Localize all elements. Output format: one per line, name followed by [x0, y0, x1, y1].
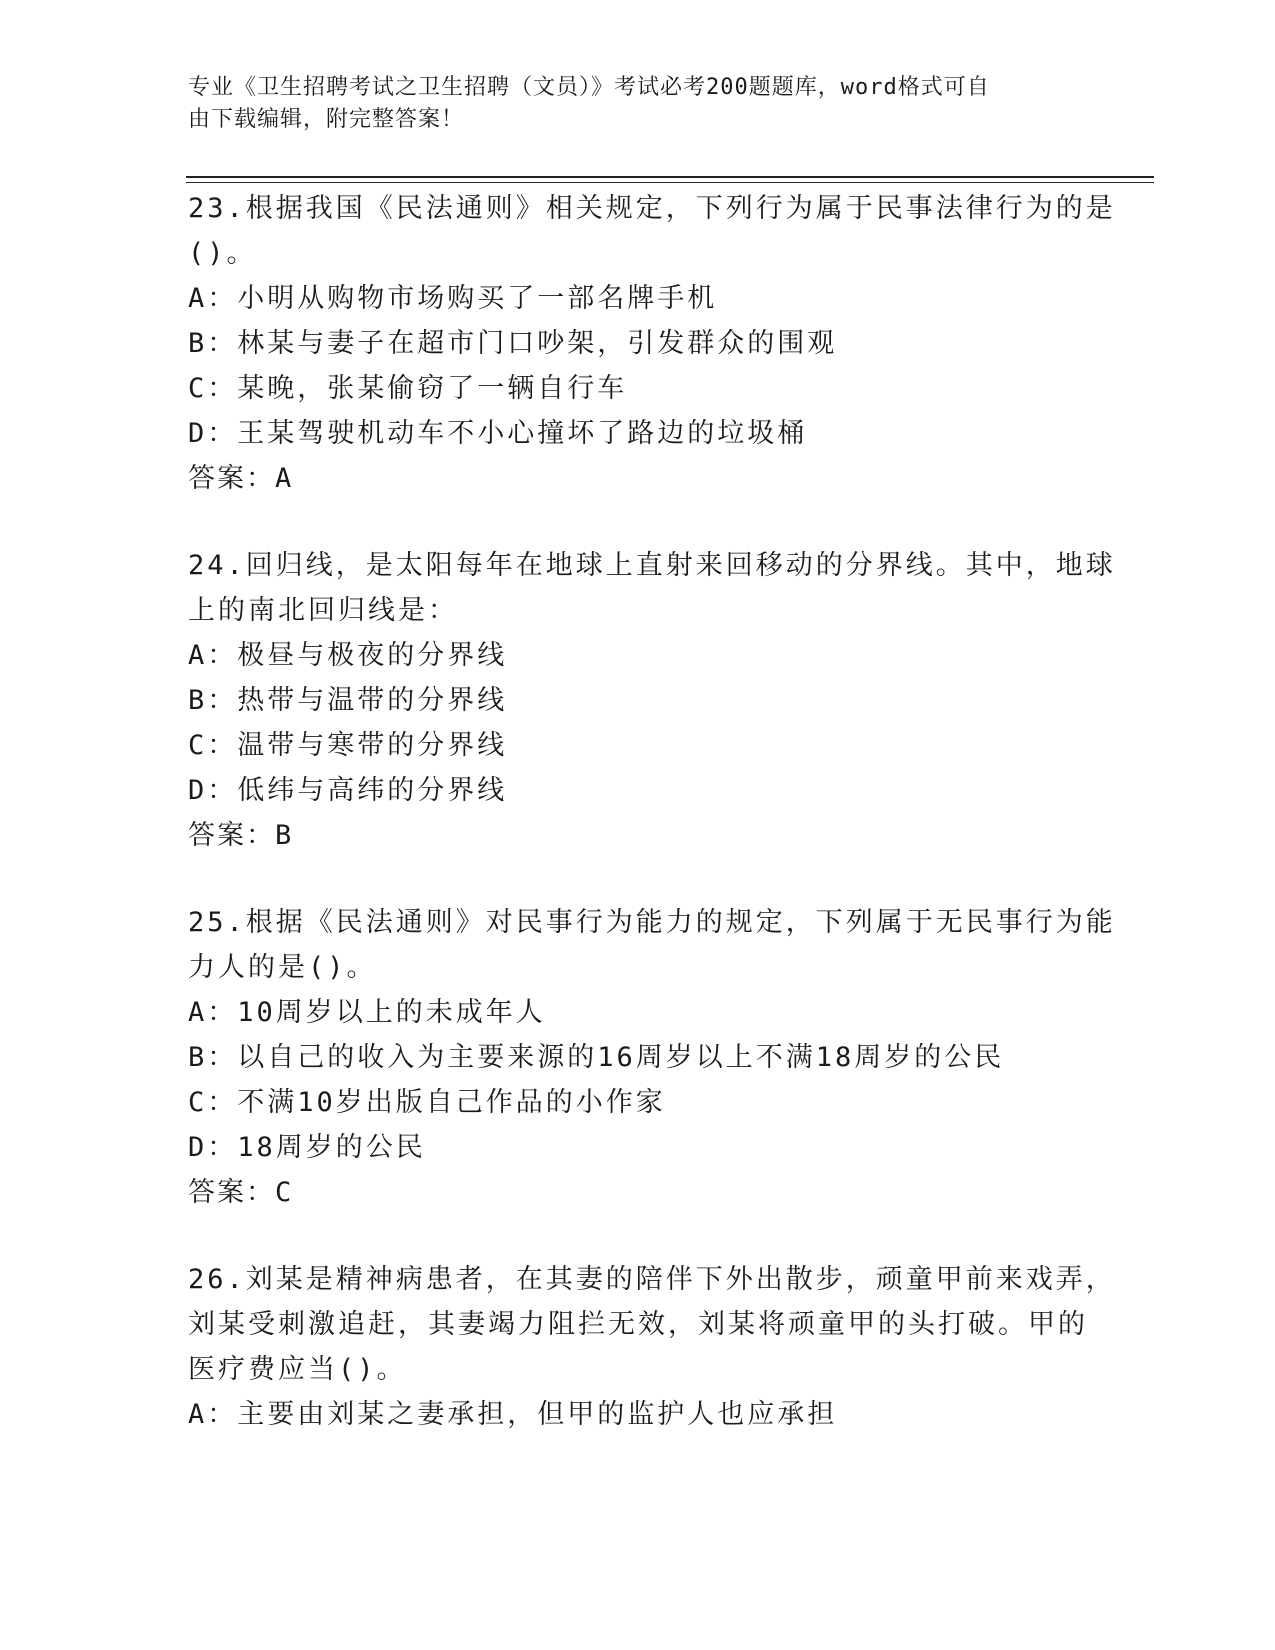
stem-line: 上的南北回归线是： — [188, 595, 458, 626]
option-c: C：不满10岁出版自己作品的小作家 — [188, 1087, 666, 1118]
answer-line — [188, 1170, 1088, 1215]
option-a: A：主要由刘某之妻承担，但甲的监护人也应承担 — [188, 1399, 838, 1430]
stem-line: ()。 — [188, 238, 257, 269]
document-header — [188, 72, 1068, 136]
option-d: D：低纬与高纬的分界线 — [188, 775, 508, 806]
option-d: D：王某驾驶机动车不小心撞坏了路边的垃圾桶 — [188, 418, 808, 449]
stem-line: 23.根据我国《民法通则》相关规定，下列行为属于民事法律行为的是 — [188, 193, 1116, 224]
option-b: B：以自己的收入为主要来源的16周岁以上不满18周岁的公民 — [188, 1042, 1005, 1073]
option-d: D：18周岁的公民 — [188, 1132, 426, 1163]
answer-value: A — [275, 463, 293, 494]
question-stem — [188, 543, 1116, 633]
stem-line: 26.刘某是精神病患者，在其妻的陪伴下外出散步，顽童甲前来戏弄， — [188, 1264, 1116, 1295]
answer-label: 答案： — [188, 463, 275, 494]
stem-line: 刘某受刺激追赶，其妻竭力阻拦无效，刘某将顽童甲的头打破。甲的 — [188, 1309, 1088, 1340]
option-a: A：10周岁以上的未成年人 — [188, 997, 546, 1028]
option-b: B：林某与妻子在超市门口吵架，引发群众的围观 — [188, 328, 838, 359]
option-c: C：温带与寒带的分界线 — [188, 730, 508, 761]
question-24 — [188, 543, 1116, 858]
answer-line — [188, 456, 1088, 501]
header-line-1: 专业《卫生招聘考试之卫生招聘（文员）》考试必考200题题库，word格式可自 — [188, 75, 990, 100]
answer-value: C — [275, 1177, 293, 1208]
stem-line: 24.回归线，是太阳每年在地球上直射来回移动的分界线。其中，地球 — [188, 550, 1116, 581]
option-b: B：热带与温带的分界线 — [188, 685, 508, 716]
answer-line — [188, 813, 1088, 858]
header-divider-thick — [186, 176, 1154, 178]
option-a: A：极昼与极夜的分界线 — [188, 640, 508, 671]
stem-line: 力人的是()。 — [188, 952, 377, 983]
question-26 — [188, 1257, 1116, 1437]
question-list — [188, 186, 1116, 1479]
option-c: C：某晚，张某偷窃了一辆自行车 — [188, 373, 628, 404]
option-a: A：小明从购物市场购买了一部名牌手机 — [188, 283, 718, 314]
header-divider-thin — [186, 182, 1154, 183]
stem-line: 医疗费应当()。 — [188, 1354, 407, 1385]
question-stem — [188, 1257, 1116, 1392]
answer-label: 答案： — [188, 1177, 275, 1208]
question-stem — [188, 900, 1116, 990]
answer-label: 答案： — [188, 820, 275, 851]
stem-line: 25.根据《民法通则》对民事行为能力的规定，下列属于无民事行为能 — [188, 907, 1116, 938]
header-line-2: 由下载编辑，附完整答案！ — [188, 107, 465, 132]
question-stem — [188, 186, 1116, 276]
answer-value: B — [275, 820, 293, 851]
question-23 — [188, 186, 1116, 501]
question-25 — [188, 900, 1116, 1215]
